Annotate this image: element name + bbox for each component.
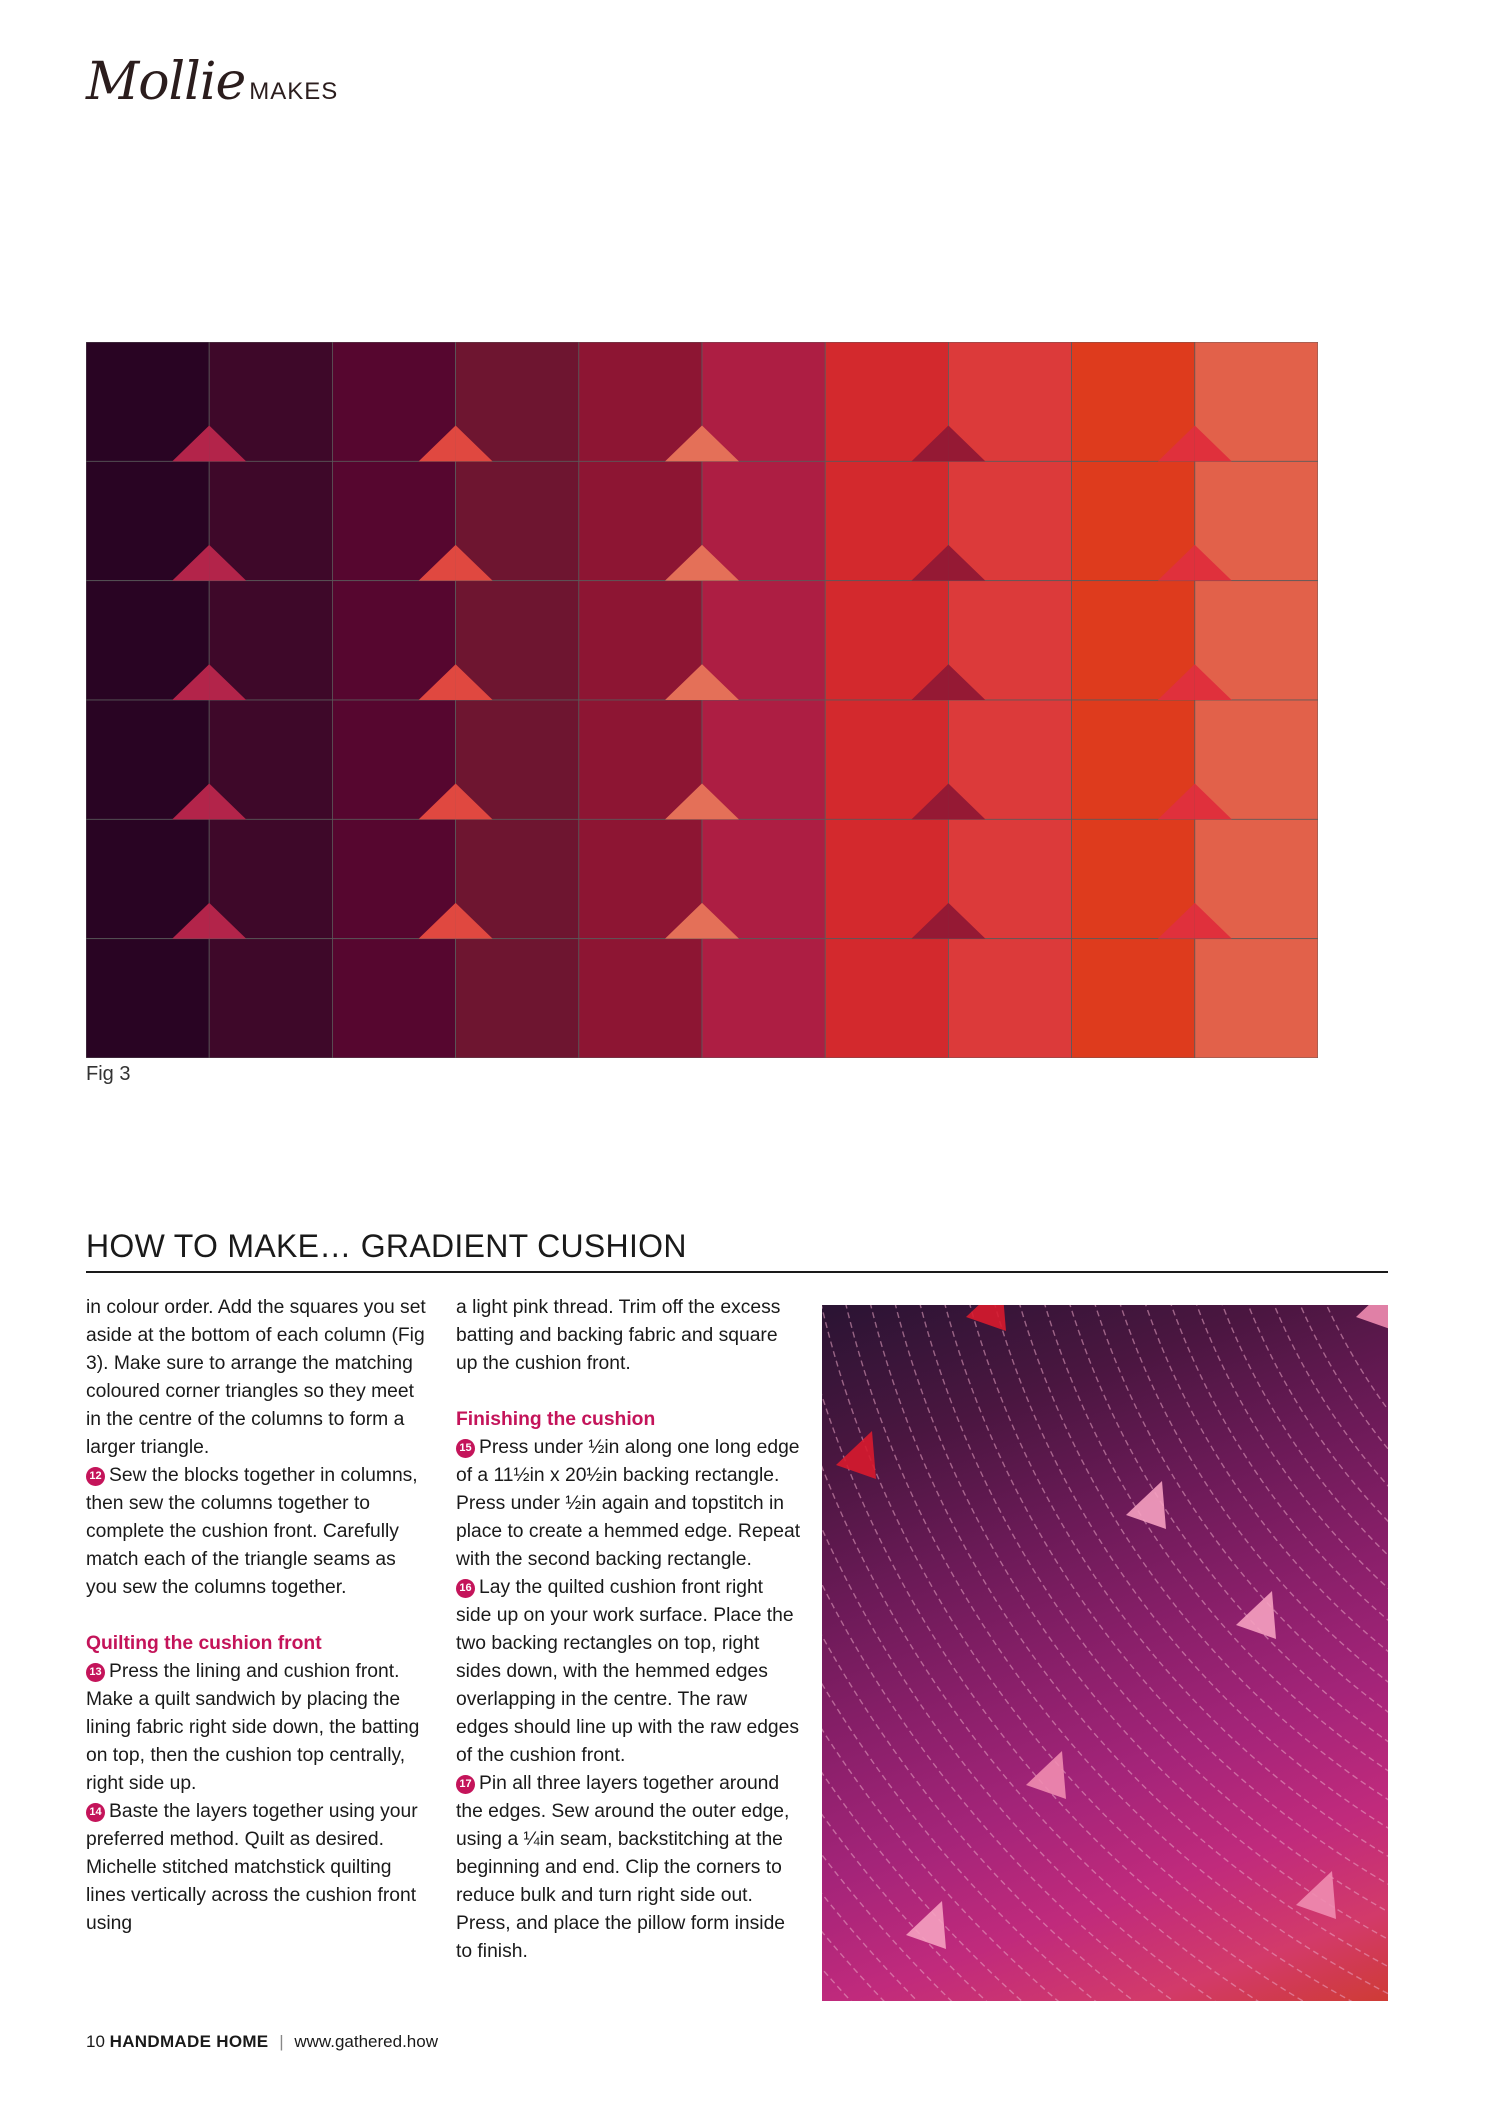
quilt-block bbox=[1072, 939, 1195, 1058]
quilt-block bbox=[86, 939, 209, 1058]
quilting-line bbox=[822, 1305, 1388, 2001]
quilting-line bbox=[822, 1305, 1388, 2001]
step-text: Baste the layers together using your preferred method. Quilt as desired. Michelle stitched matchstick quilting lines vertically across the cushion front using bbox=[86, 1801, 418, 1934]
quilt-block bbox=[456, 819, 579, 938]
step-12 bbox=[86, 1462, 431, 1602]
quilting-line bbox=[822, 1305, 1388, 2001]
quilting-line bbox=[1104, 1305, 1388, 1823]
quilting-line bbox=[822, 1305, 1388, 2001]
quilt-block bbox=[1072, 819, 1195, 938]
logo-script: Mollie bbox=[86, 52, 246, 112]
quilt-block bbox=[948, 581, 1071, 700]
quilt-block bbox=[332, 939, 455, 1058]
quilting-line bbox=[822, 1305, 1388, 2001]
quilt-block bbox=[332, 581, 455, 700]
quilt-block bbox=[825, 939, 948, 1058]
photo-quilting-lines bbox=[822, 1305, 1388, 2001]
quilting-line bbox=[1008, 1305, 1388, 1919]
quilting-line bbox=[984, 1305, 1388, 1943]
quilting-line bbox=[1056, 1305, 1388, 1871]
quilting-line bbox=[1152, 1305, 1388, 1775]
quilt-block bbox=[1072, 342, 1195, 461]
step-number-badge: 15 bbox=[456, 1439, 475, 1458]
quilt-block bbox=[948, 939, 1071, 1058]
quilting-line bbox=[1128, 1305, 1388, 1799]
step-text: Pin all three layers together around the edges. Sew around the outer edge, using a ¼in seam, backstitching at the beginning and end. Clip the corners to reduce bulk and turn right side out. Press, and place the pillow form inside to finish. bbox=[456, 1773, 790, 1962]
quilting-line bbox=[822, 1305, 1388, 2001]
step-number-badge: 16 bbox=[456, 1579, 475, 1598]
quilt-block bbox=[209, 939, 332, 1058]
photo-triangle bbox=[1356, 1305, 1388, 1331]
cushion-photo bbox=[822, 1305, 1388, 2001]
step-number-badge: 12 bbox=[86, 1467, 105, 1486]
step-number-badge: 13 bbox=[86, 1663, 105, 1682]
footer-separator: | bbox=[279, 2032, 284, 2051]
quilting-line bbox=[960, 1305, 1388, 1967]
magazine-logo bbox=[86, 52, 338, 112]
quilt-block bbox=[209, 581, 332, 700]
step-text: Lay the quilted cushion front right side up on your work surface. Place the two backing rectangles on top, right sides down, with the hemmed edges overlapping in the centre. The raw edges should line up with the raw edges of the cushion front. bbox=[456, 1577, 800, 1766]
quilting-line bbox=[822, 1305, 1388, 2001]
magazine-name: HANDMADE HOME bbox=[109, 2032, 269, 2051]
logo-word: MAKES bbox=[249, 78, 339, 105]
photo-triangle bbox=[1236, 1591, 1276, 1639]
quilt-block bbox=[702, 939, 825, 1058]
quilt-block bbox=[332, 700, 455, 819]
photo-triangle bbox=[966, 1305, 1006, 1331]
quilting-line bbox=[1272, 1305, 1388, 1655]
quilt-block bbox=[332, 461, 455, 580]
figure-caption: Fig 3 bbox=[86, 1063, 131, 1085]
step-15 bbox=[456, 1434, 801, 1574]
paragraph: in colour order. Add the squares you set aside at the bottom of each column (Fig 3). Make sure to arrange the matching coloured corner triangles so they meet in the centre of the columns to form a larger triangle. bbox=[86, 1297, 426, 1458]
quilting-line bbox=[822, 1305, 1388, 2001]
quilt-block bbox=[456, 461, 579, 580]
step-13 bbox=[86, 1658, 431, 1798]
quilt-block bbox=[332, 819, 455, 938]
step-number-badge: 14 bbox=[86, 1803, 105, 1822]
quilt-block bbox=[456, 581, 579, 700]
quilt-block bbox=[332, 342, 455, 461]
photo-triangle bbox=[1296, 1871, 1336, 1919]
quilt-block bbox=[1072, 581, 1195, 700]
text-column-1 bbox=[86, 1294, 431, 1938]
text-column-2 bbox=[456, 1294, 801, 1966]
step-text: Press the lining and cushion front. Make a quilt sandwich by placing the lining fabric right side down, the batting on top, then the cushion top centrally, right side up. bbox=[86, 1661, 420, 1794]
quilt-diagram bbox=[86, 342, 1318, 1058]
quilt-block bbox=[1195, 939, 1318, 1058]
step-text: Sew the blocks together in columns, then sew the columns together to complete the cushion front. Carefully match each of the triangle seams as you sew the columns together. bbox=[86, 1465, 418, 1598]
website-url: www.gathered.how bbox=[294, 2032, 438, 2051]
quilt-block bbox=[86, 461, 209, 580]
quilting-line bbox=[822, 1305, 1388, 2001]
section-title: HOW TO MAKE… GRADIENT CUSHION bbox=[86, 1228, 1388, 1273]
step-number-badge: 17 bbox=[456, 1775, 475, 1794]
page-number: 10 bbox=[86, 2032, 105, 2051]
photo-triangle bbox=[1026, 1751, 1066, 1799]
quilting-line bbox=[822, 1305, 1388, 2001]
photo-triangle bbox=[1126, 1481, 1166, 1529]
quilting-line bbox=[822, 1305, 1388, 2001]
quilt-block bbox=[1195, 461, 1318, 580]
quilting-line bbox=[822, 1305, 1388, 2001]
quilt-block bbox=[456, 939, 579, 1058]
photo-triangle bbox=[836, 1431, 876, 1479]
quilting-line bbox=[822, 1305, 1388, 2001]
step-14 bbox=[86, 1798, 431, 1938]
quilting-line bbox=[822, 1305, 1388, 2001]
quilt-block bbox=[579, 939, 702, 1058]
step-16 bbox=[456, 1574, 801, 1770]
quilting-line bbox=[822, 1305, 1388, 2001]
paragraph: a light pink thread. Trim off the excess batting and backing fabric and square up the cushion front. bbox=[456, 1297, 781, 1374]
step-text: Press under ½in along one long edge of a 11½in x 20½in backing rectangle. Press under ½in again and topstitch in place to create a hemmed edge. Repeat with the second backing rectangle. bbox=[456, 1437, 801, 1570]
quilt-block bbox=[948, 461, 1071, 580]
subheading-finishing: Finishing the cushion bbox=[456, 1409, 656, 1430]
step-17 bbox=[456, 1770, 801, 1966]
page-footer bbox=[86, 2032, 438, 2052]
subheading-quilting: Quilting the cushion front bbox=[86, 1633, 322, 1654]
quilt-block bbox=[1072, 700, 1195, 819]
quilt-block bbox=[1072, 461, 1195, 580]
quilt-block bbox=[1195, 581, 1318, 700]
quilt-block bbox=[86, 581, 209, 700]
